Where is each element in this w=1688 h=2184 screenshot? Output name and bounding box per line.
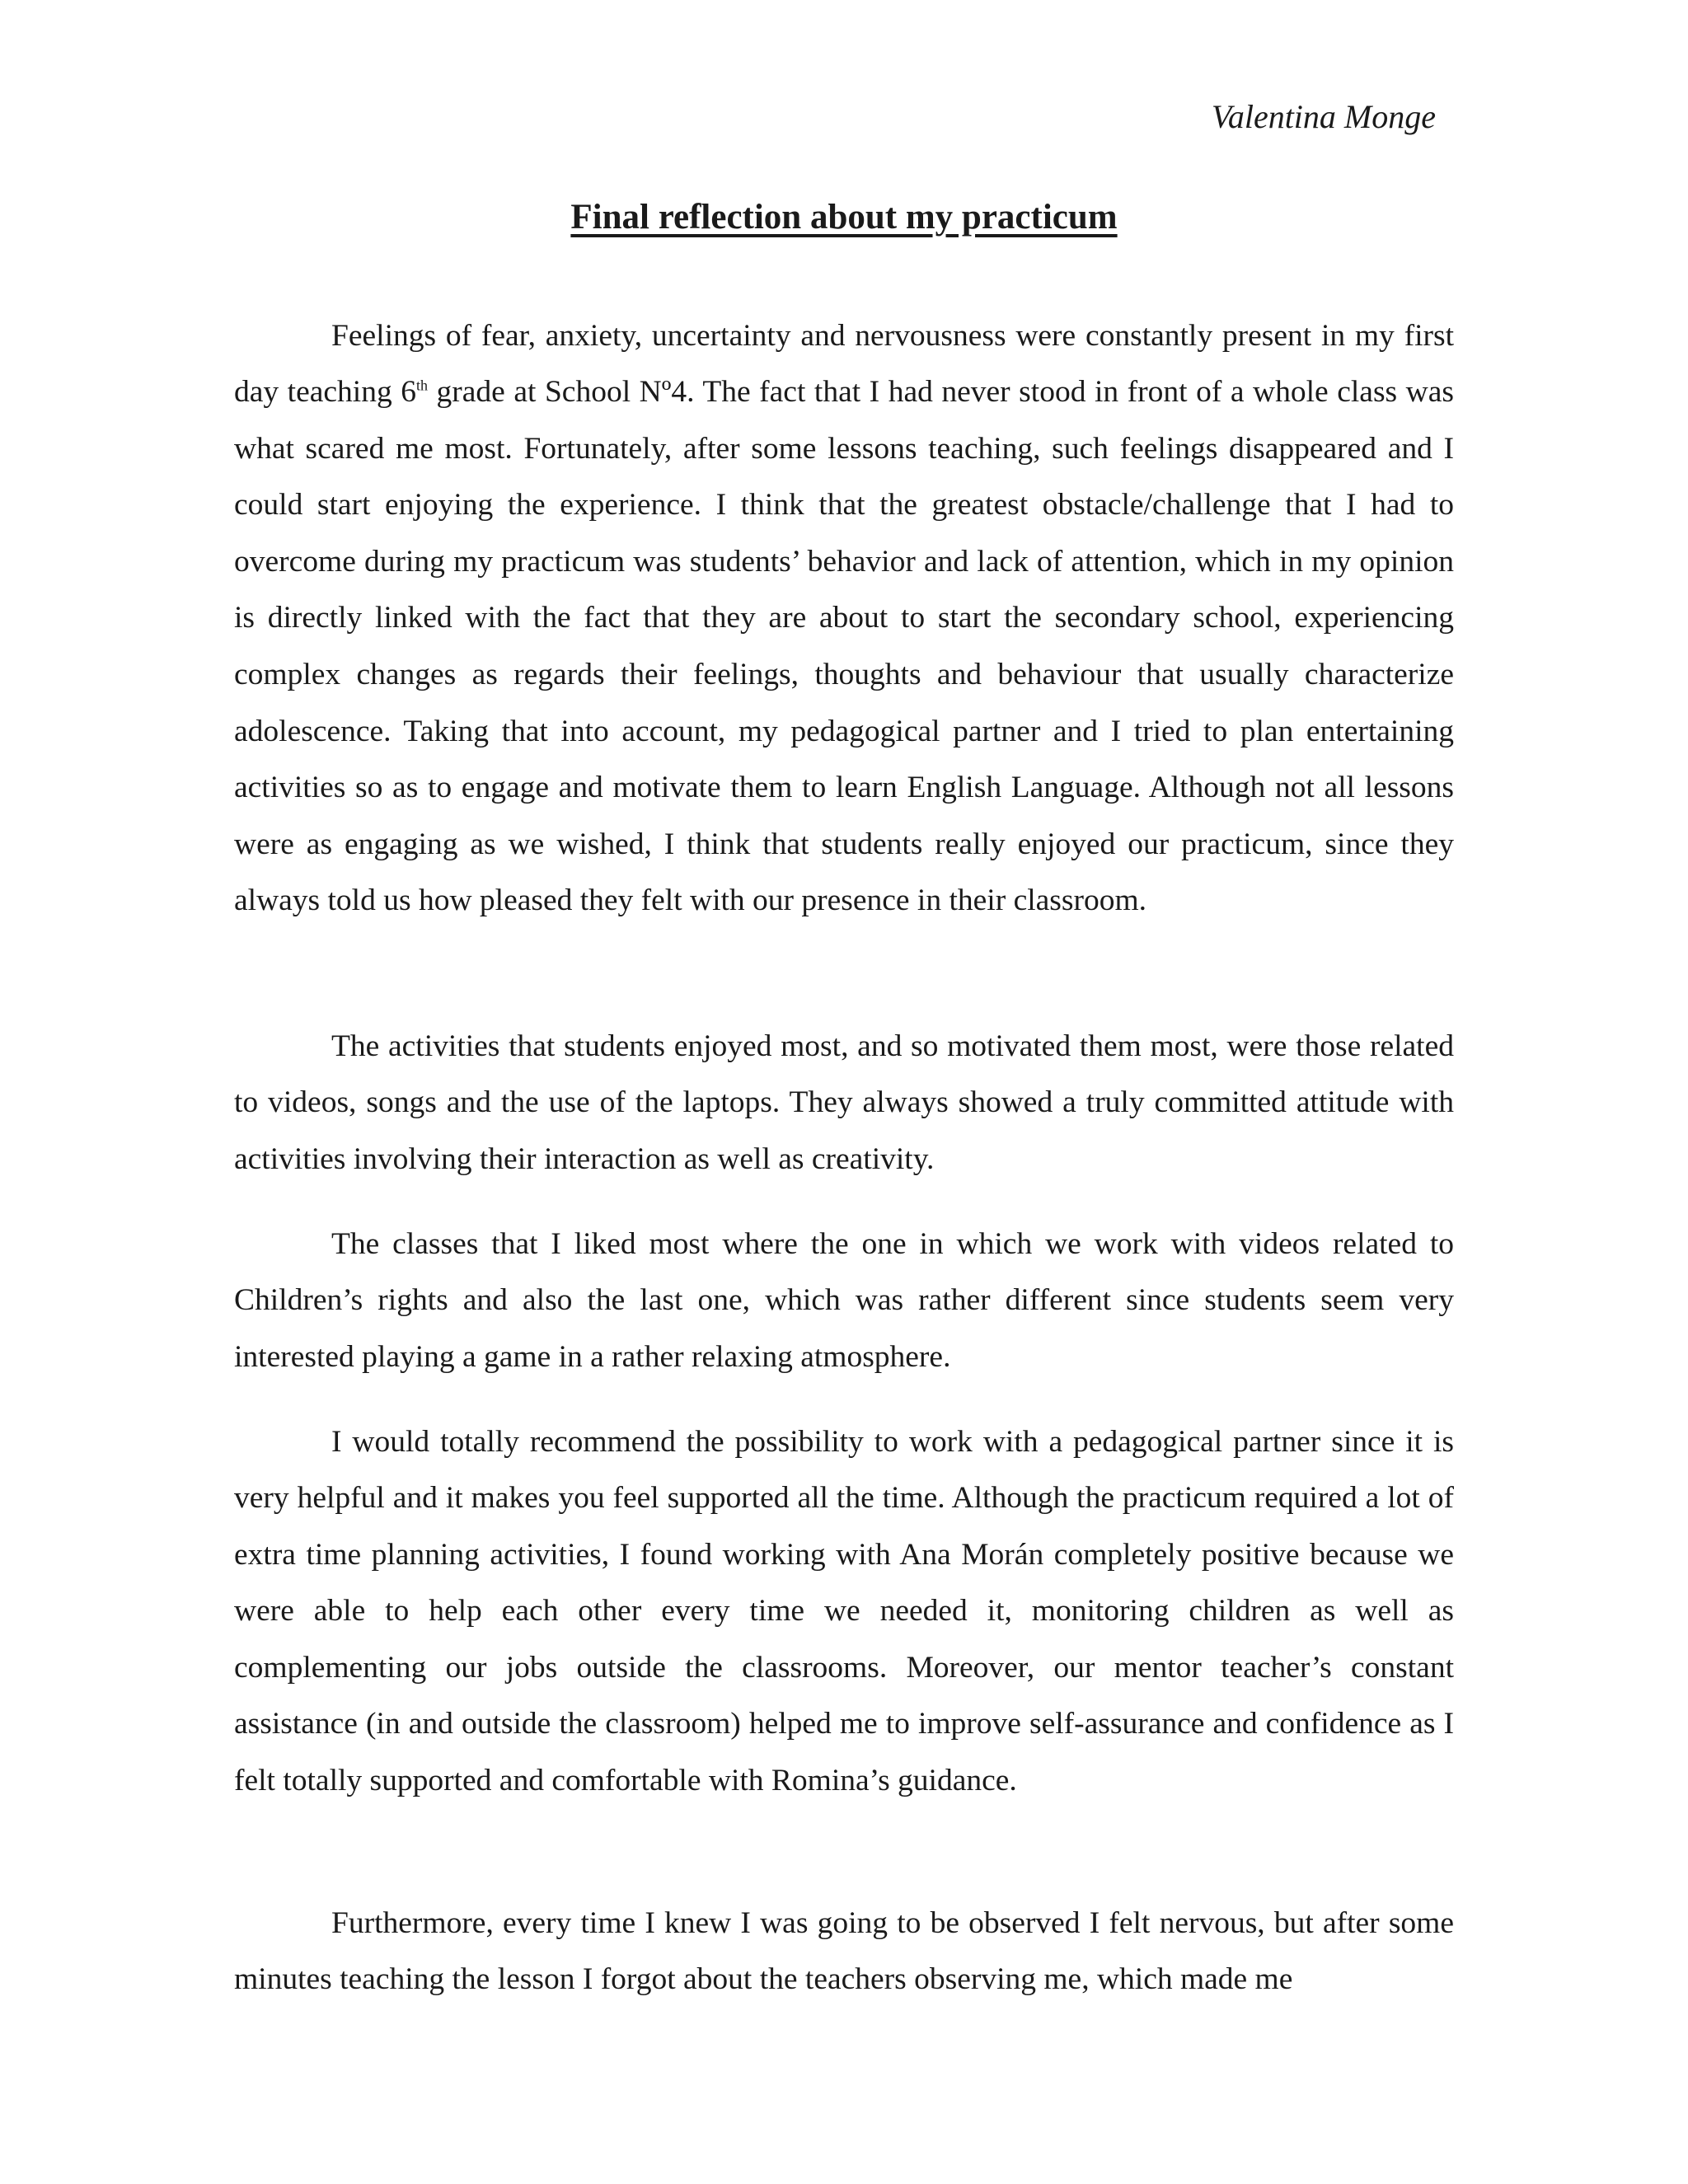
ordinal-superscript: th bbox=[415, 377, 428, 394]
author-name: Valentina Monge bbox=[1211, 98, 1436, 135]
document-title: Final reflection about my practicum bbox=[570, 198, 1118, 237]
paragraph-1-text-start: Feelings of fear, anxiety, uncertainty and nervousness were constantly present in my first day teaching 6 bbox=[234, 318, 1454, 410]
paragraph-3: The classes that I liked most where the one in which we work with videos related to Children’s rights and also the last one, which was rather different since students seem very interested playing a game in a rather relaxing atmosphere. bbox=[234, 1226, 1454, 1374]
paragraph-5: Furthermore, every time I knew I was going to be observed I felt nervous, but after some minutes teaching the lesson I forgot about the teachers observing me, which made me bbox=[234, 1905, 1454, 1997]
paragraph-4: I would totally recommend the possibility to work with a pedagogical partner since it is very helpful and it makes you feel supported all the time. Although the practicum required a lot of extra time planning activities, I found working with Ana Morán completely positive because we were able to help each other every time we needed it, monitoring children as well as complementing our jobs outside the classrooms. Moreover, our mentor teacher’s constant assistance (in and outside the classroom) helped me to improve self-assurance and confidence as I felt totally supported and comfortable with Romina’s guidance. bbox=[234, 1424, 1454, 1798]
paragraph-1 bbox=[234, 308, 1454, 930]
paragraph-1-text-end: grade at School Nº4. The fact that I had never stood in front of a whole class was what scared me most. Fortunately, after some lessons teaching, such feelings disappeared and I could start enjoying the experience. I think that the greatest obstacle/challenge that I had to overcome during my practicum was students’ behavior and lack of attention, which in my opinion is directly linked with the fact that they are about to start the secondary school, experiencing complex changes as regards their feelings, thoughts and behaviour that usually characterize adolescence. Taking that into account, my pedagogical partner and I tried to plan entertaining activities so as to engage and motivate them to learn English Language. Although not all lessons were as engaging as we wished, I think that students really enjoyed our practicum, since they always told us how pleased they felt with our presence in their classroom. bbox=[234, 375, 1454, 918]
paragraph-2: The activities that students enjoyed most, and so motivated them most, were those related to videos, songs and the use of the laptops. They always showed a truly committed attitude with activities involving their interaction as well as creativity. bbox=[234, 1029, 1454, 1176]
